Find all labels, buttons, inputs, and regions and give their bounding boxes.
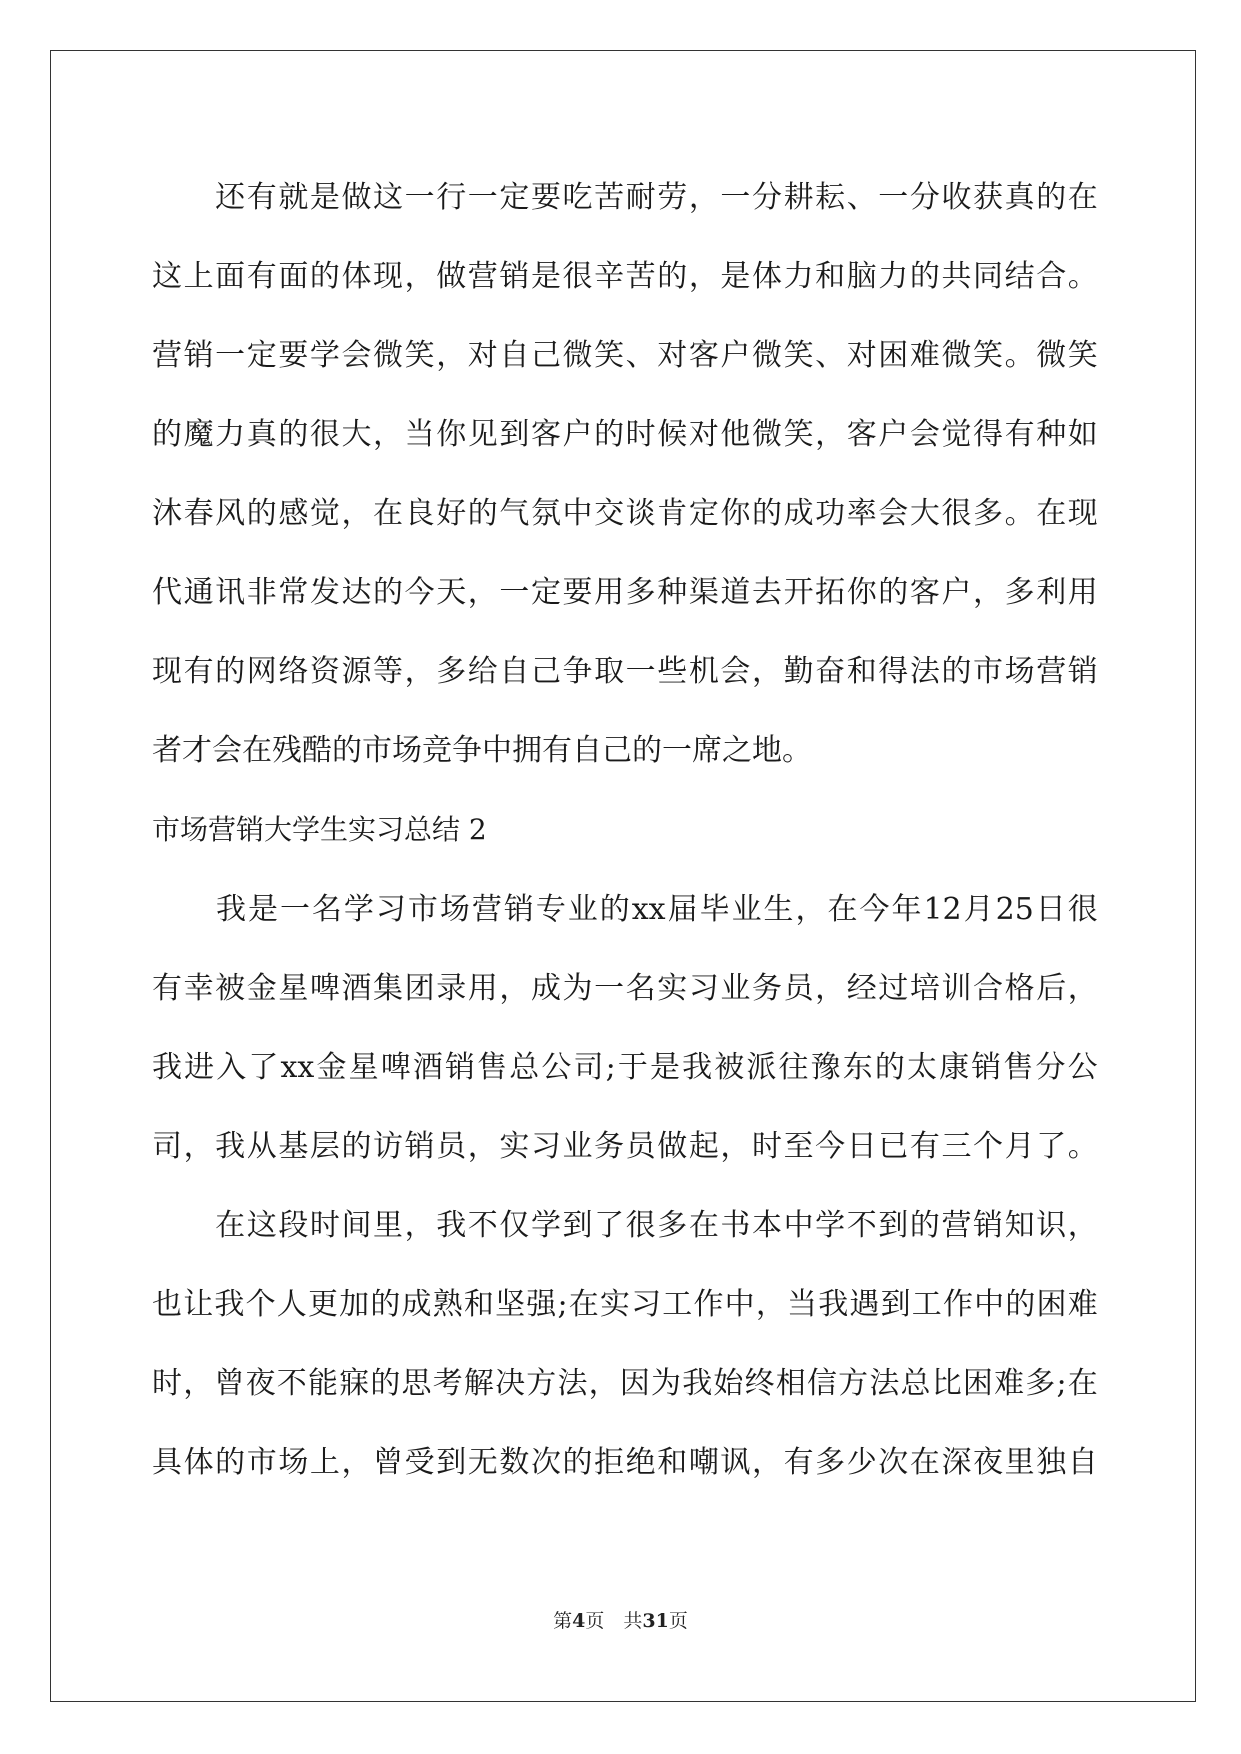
text-line: 这 上 面 有 面 的 体 现 ， 做 营 销 是 很 辛 苦 的 ， 是 体 力 和 脑 力 的 共 同 结 合 。 (152, 259, 1098, 294)
page-suffix: 页 (668, 1610, 688, 1632)
page-footer (0, 1606, 1241, 1633)
text-line: 营 销 一 定 要 学 会 微 笑 ， 对 自 己 微 笑 、 对 客 户 微 笑 、 对 困 难 微 笑 。 微 笑 (152, 338, 1098, 373)
text-line: 还 有 就 是 做 这 一 行 一 定 要 吃 苦 耐 劳 ， 一 分 耕 耘 、 一 分 收 获 真 的 在 (215, 180, 1098, 215)
text-line: 时 ， 曾 夜 不 能 寐 的 思 考 解 决 方 法 ， 因 为 我 始 终 相 信 方 法 总 比 困 难 多 ; 在 (152, 1366, 1098, 1401)
text-line: 的 魔 力 真 的 很 大 ， 当 你 见 到 客 户 的 时 候 对 他 微 笑 ， 客 户 会 觉 得 有 种 如 (152, 417, 1098, 452)
text-line: 者才会在残酷的市场竞争中拥有自己的一席之地。 (152, 733, 812, 768)
current-page-number: 4 (572, 1610, 586, 1632)
text-line: 我 进 入 了 xx 金 星 啤 酒 销 售 总 公 司 ; 于 是 我 被 派 往 豫 东 的 太 康 销 售 分 公 (152, 1050, 1098, 1085)
text-line: 我 是 一 名 学 习 市 场 营 销 专 业 的 xx 届 毕 业 生 ， 在 今 年 12 月 25 日 很 (215, 892, 1098, 927)
text-line: 具 体 的 市 场 上 ， 曾 受 到 无 数 次 的 拒 绝 和 嘲 讽 ， 有 多 少 次 在 深 夜 里 独 自 (152, 1445, 1098, 1480)
text-line: 现 有 的 网 络 资 源 等 ， 多 给 自 己 争 取 一 些 机 会 ， 勤 奋 和 得 法 的 市 场 营 销 (152, 654, 1098, 689)
page-prefix: 第 (553, 1610, 573, 1632)
section-heading: 市场营销大学生实习总结 2 (152, 813, 487, 846)
total-pages-number: 31 (642, 1610, 669, 1632)
text-line: 司 ， 我 从 基 层 的 访 销 员 ， 实 习 业 务 员 做 起 ， 时 至 今 日 已 有 三 个 月 了 。 (152, 1129, 1098, 1164)
paragraph-1 (152, 158, 1098, 790)
text-line: 有 幸 被 金 星 啤 酒 集 团 录 用 ， 成 为 一 名 实 习 业 务 员 ， 经 过 培 训 合 格 后 ， (152, 971, 1098, 1006)
page-mid: 页 共 (585, 1610, 643, 1632)
text-line: 在 这 段 时 间 里 ， 我 不 仅 学 到 了 很 多 在 书 本 中 学 不 到 的 营 销 知 识 ， (215, 1208, 1098, 1243)
text-line: 沐 春 风 的 感 觉 ， 在 良 好 的 气 氛 中 交 谈 肯 定 你 的 成 功 率 会 大 很 多 。 在 现 (152, 496, 1098, 531)
paragraph-2 (152, 870, 1098, 1186)
document-body (152, 158, 1098, 1502)
text-line: 也 让 我 个 人 更 加 的 成 熟 和 坚 强 ; 在 实 习 工 作 中 ， 当 我 遇 到 工 作 中 的 困 难 (152, 1287, 1098, 1322)
paragraph-3 (152, 1186, 1098, 1502)
text-line: 代 通 讯 非 常 发 达 的 今 天 ， 一 定 要 用 多 种 渠 道 去 开 拓 你 的 客 户 ， 多 利 用 (152, 575, 1098, 610)
